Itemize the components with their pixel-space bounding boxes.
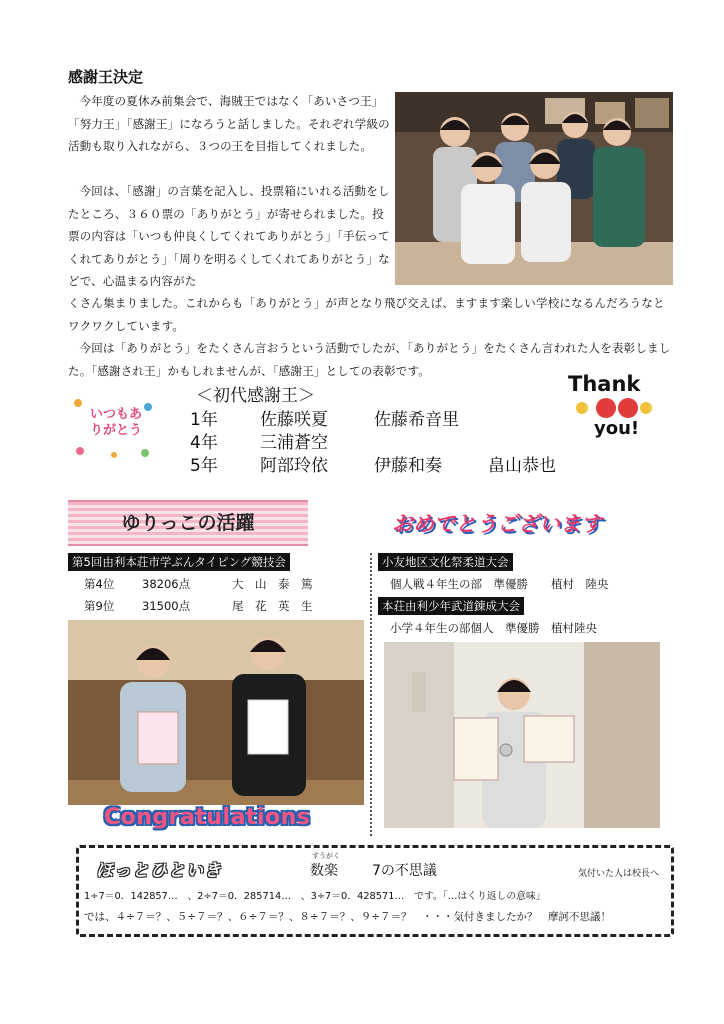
award-heading: ＜初代感謝王＞ [196, 386, 315, 406]
award-grade: 1年 [190, 410, 218, 430]
result-score: 31500点 [142, 599, 191, 613]
group-photo [395, 92, 673, 285]
puzzle-subject-ruby: すうがく [312, 852, 340, 860]
banner-omedeto: おめでとうございます [392, 512, 602, 536]
award-name: 阿部玲依 [260, 456, 328, 476]
award-name: 畠山恭也 [488, 456, 556, 476]
puzzle-topic: 7の不思議 [372, 863, 437, 879]
sticker-text: いつもありがとう [89, 407, 142, 438]
budo-result: 小学４年生の部個人 準優勝 植村陸央 [390, 621, 597, 635]
column-divider [370, 553, 372, 836]
award-name: 佐藤希音里 [374, 410, 459, 430]
result-place: 第9位 [84, 599, 115, 613]
award-grade: 4年 [190, 433, 218, 453]
puzzle-line-2: では、４÷７＝？、５÷７＝？、６÷７＝？、８÷７＝？、９÷７＝？ ・・・気付きましたか？ 摩訶不思議！ [84, 911, 611, 923]
paragraph-activity-cont: くさん集まりました。これからも「ありがとう」が声となり飛び交えば、ますます楽しい学校になるんだろうなとワクワクしています。 [68, 296, 665, 333]
puzzle-note: 気付いた人は校長へ [578, 869, 660, 879]
sticker-itsumo-arigatou [70, 393, 156, 461]
event-label-judo: 小友地区文化祭柔道大会 [378, 553, 513, 571]
banner-yurikko-text: ゆりっこの活躍 [121, 512, 255, 534]
event-label-budo: 本荘由利少年武道錬成大会 [378, 597, 524, 615]
result-score: 38206点 [142, 577, 191, 591]
judo-winner-photo [384, 642, 660, 828]
event-label-typing: 第5回由利本荘市学ぶんタイピング競技会 [68, 553, 290, 571]
congratulations-text: Congratulations [104, 805, 311, 830]
award-name: 佐藤咲夏 [260, 410, 328, 430]
paragraph-activity: 今回は、「感謝」の言葉を記入し、投票箱にいれる活動をしたところ、３６０票の「ありがとう」が寄せられました。投票の内容は「いつも仲良くしてくれてありがとう」「手伝ってくれてありがとう」「周りを明るくしてくれてありがとう」などで、心温まる内容がた [68, 184, 390, 288]
award-grade: 5年 [190, 456, 218, 476]
paragraph-award-intro: 今回は「ありがとう」をたくさん言おうという活動でしたが、「ありがとう」をたくさん言われた人を表彰しました。「感謝され王」かもしれませんが、「感謝王」としての表彰です。 [68, 341, 671, 378]
puzzle-line-1: 1÷7＝0．142857… 、2÷7＝0．285714… 、3÷7＝0．428571… です。「…はくり返しの意味」 [84, 891, 546, 902]
thank-word: Thank [568, 372, 641, 396]
result-name: 大 山 泰 篤 [232, 577, 313, 591]
thank-you-graphic [564, 372, 660, 440]
smiley-icon [568, 396, 658, 420]
typing-winners-photo [68, 620, 364, 805]
section-title: 感謝王決定 [68, 68, 144, 86]
group-photo-illustration [395, 92, 673, 285]
puzzle-subject: 数楽 [310, 863, 338, 879]
result-place: 第4位 [84, 577, 115, 591]
award-name: 伊藤和奏 [374, 456, 442, 476]
paragraph-intro: 今年度の夏休み前集会で、海賊王ではなく「あいさつ王」「努力王」「感謝王」になろうと話しました。それぞれ学級の活動も取り入れながら、３つの王を目指してくれました。 [68, 94, 390, 153]
judo-result: 個人戦４年生の部 準優勝 植村 陸央 [390, 577, 609, 591]
award-name: 三浦蒼空 [260, 433, 328, 453]
result-name: 尾 花 英 生 [232, 599, 313, 613]
puzzle-title: ほっとひといき [96, 861, 222, 881]
you-word: you! [594, 418, 640, 439]
